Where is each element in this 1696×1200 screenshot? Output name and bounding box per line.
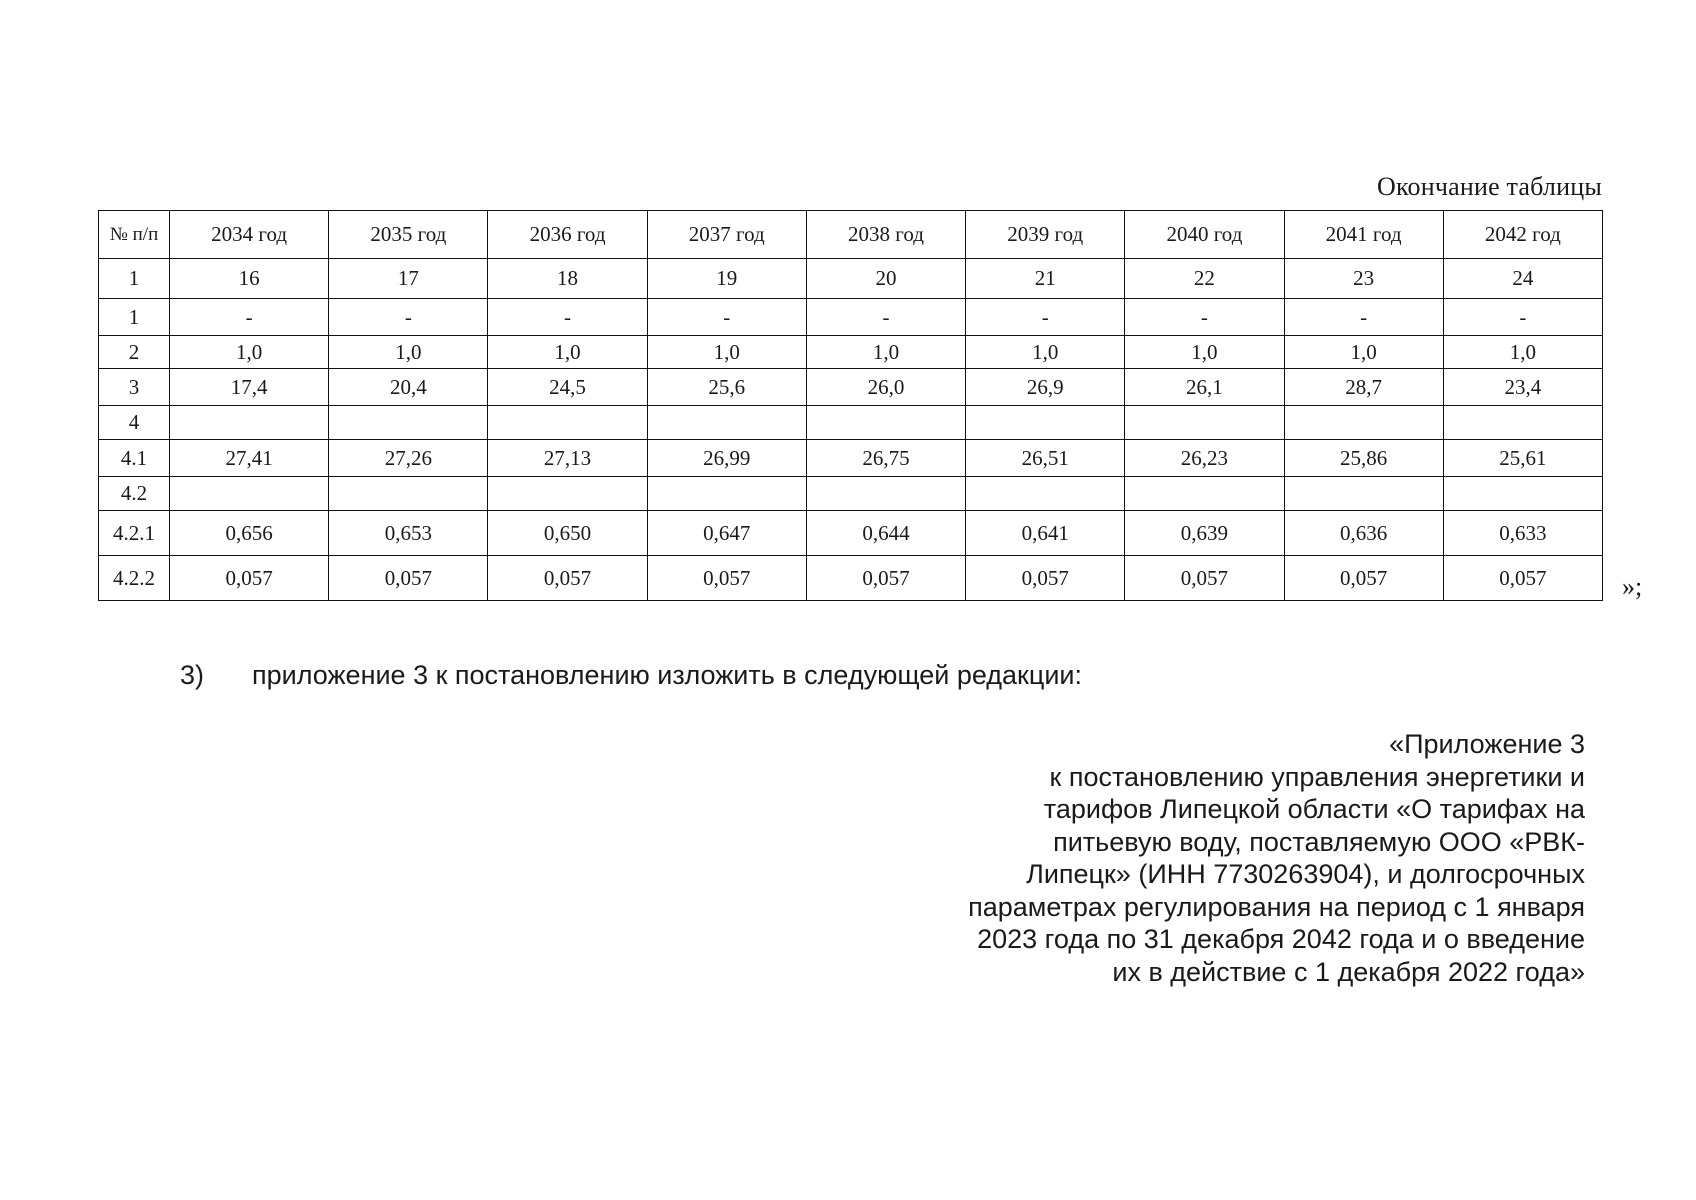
table-cell: 17 [329,259,488,299]
table-cell: 1,0 [966,336,1125,369]
table-cell: - [966,299,1125,336]
table-cell: 0,656 [170,511,329,556]
table-row [99,406,1603,440]
table-cell: 0,057 [488,556,647,601]
table-row [99,556,1603,601]
column-header: 2039 год [966,211,1125,259]
row-number-cell: 2 [99,336,170,369]
table-row [99,299,1603,336]
item-text: приложение 3 к постановлению изложить в следующей редакции: [252,660,1082,690]
table-cell: 0,650 [488,511,647,556]
appendix-line: тарифов Липецкой области «О тарифах на [1043,794,1585,824]
column-header: 2040 год [1125,211,1284,259]
column-header: № п/п [99,211,170,259]
table-cell: 0,057 [966,556,1125,601]
table-cell: 27,26 [329,440,488,477]
table-cell: 0,636 [1284,511,1443,556]
table-cell [966,477,1125,511]
row-number-cell: 1 [99,259,170,299]
table-cell: 27,13 [488,440,647,477]
table-cell [1443,406,1602,440]
table-cell: 0,057 [329,556,488,601]
table-row [99,369,1603,406]
table-cell: 20 [806,259,965,299]
table-cell [329,477,488,511]
table-cell [1443,477,1602,511]
table-cell [966,406,1125,440]
appendix-line: Липецк» (ИНН 7730263904), и долгосрочных [1026,859,1585,889]
appendix-line: «Приложение 3 [1389,729,1585,759]
appendix-line: 2023 года по 31 декабря 2042 года и о введение [977,924,1585,954]
table-cell: 0,639 [1125,511,1284,556]
row-number-cell: 4.2 [99,477,170,511]
table-cell: - [1284,299,1443,336]
appendix-heading [945,728,1585,988]
table-cell: - [170,299,329,336]
table-cell: - [488,299,647,336]
table-cell [647,406,806,440]
table-cell: 28,7 [1284,369,1443,406]
table-cell: 0,644 [806,511,965,556]
appendix-line: питьевую воду, поставляемую ООО «РВК- [1053,826,1585,857]
table-cell: 0,057 [170,556,329,601]
item-number: 3) [180,660,205,690]
row-number-cell: 1 [99,299,170,336]
table-cell: - [1443,299,1602,336]
table-cell: - [1125,299,1284,336]
table-cell: 18 [488,259,647,299]
table-cell: 24 [1443,259,1602,299]
table-row [99,259,1603,299]
row-number-cell: 4 [99,406,170,440]
table-cell: 1,0 [1284,336,1443,369]
table-cell: 1,0 [647,336,806,369]
table-cell: 17,4 [170,369,329,406]
table-cell: 1,0 [806,336,965,369]
appendix-line: параметрах регулирования на период с 1 января [968,891,1585,922]
table-header-row [99,211,1603,259]
appendix-line: их в действие с 1 декабря 2022 года» [1112,956,1585,987]
table-cell: 0,641 [966,511,1125,556]
table-cell: 0,057 [1284,556,1443,601]
table-cell: 1,0 [488,336,647,369]
table-cell: 1,0 [1125,336,1284,369]
table-row [99,477,1603,511]
table-cell: 26,9 [966,369,1125,406]
table-cell [1284,477,1443,511]
table-cell [170,406,329,440]
tariff-parameters-table [98,210,1603,601]
table-cell: 0,647 [647,511,806,556]
table-cell [1125,406,1284,440]
table-cell: 25,6 [647,369,806,406]
table-cell: 26,23 [1125,440,1284,477]
table-cell: 26,99 [647,440,806,477]
column-header: 2038 год [806,211,965,259]
table-cell [1125,477,1284,511]
table-cell: 26,75 [806,440,965,477]
table-cell [806,477,965,511]
table-row [99,511,1603,556]
column-header: 2035 год [329,211,488,259]
table-cell: 24,5 [488,369,647,406]
table-cell: 22 [1125,259,1284,299]
table-cell: 21 [966,259,1125,299]
table-cell: 26,1 [1125,369,1284,406]
table-cell: 1,0 [329,336,488,369]
table-cell: 0,057 [647,556,806,601]
table-cell [647,477,806,511]
table-cell: 1,0 [1443,336,1602,369]
row-number-cell: 4.1 [99,440,170,477]
table-cell: 20,4 [329,369,488,406]
table-row [99,440,1603,477]
column-header: 2042 год [1443,211,1602,259]
table-cell: - [329,299,488,336]
table-cell: 0,653 [329,511,488,556]
table-cell: 1,0 [170,336,329,369]
table-cell: 23 [1284,259,1443,299]
table-cell: 0,057 [1125,556,1284,601]
table-cell: 26,51 [966,440,1125,477]
closing-quote: »; [1622,572,1643,601]
table-cell: 0,057 [806,556,965,601]
row-number-cell: 4.2.1 [99,511,170,556]
table-row [99,336,1603,369]
column-header: 2037 год [647,211,806,259]
column-header: 2041 год [1284,211,1443,259]
table-caption: Окончание таблицы [1377,172,1602,201]
column-header: 2036 год [488,211,647,259]
row-number-cell: 3 [99,369,170,406]
appendix-line: к постановлению управления энергетики и [1049,761,1585,792]
table-cell [806,406,965,440]
table-cell: 25,86 [1284,440,1443,477]
table-cell: 0,633 [1443,511,1602,556]
table-cell: 23,4 [1443,369,1602,406]
table-cell [170,477,329,511]
table-cell: 19 [647,259,806,299]
column-header: 2034 год [170,211,329,259]
table-cell: 27,41 [170,440,329,477]
table-cell: - [647,299,806,336]
row-number-cell: 4.2.2 [99,556,170,601]
table-cell [488,406,647,440]
table-cell [329,406,488,440]
table-cell: 0,057 [1443,556,1602,601]
table-cell: 25,61 [1443,440,1602,477]
table-cell: 16 [170,259,329,299]
table-cell [1284,406,1443,440]
table-cell [488,477,647,511]
table-cell: - [806,299,965,336]
table-cell: 26,0 [806,369,965,406]
